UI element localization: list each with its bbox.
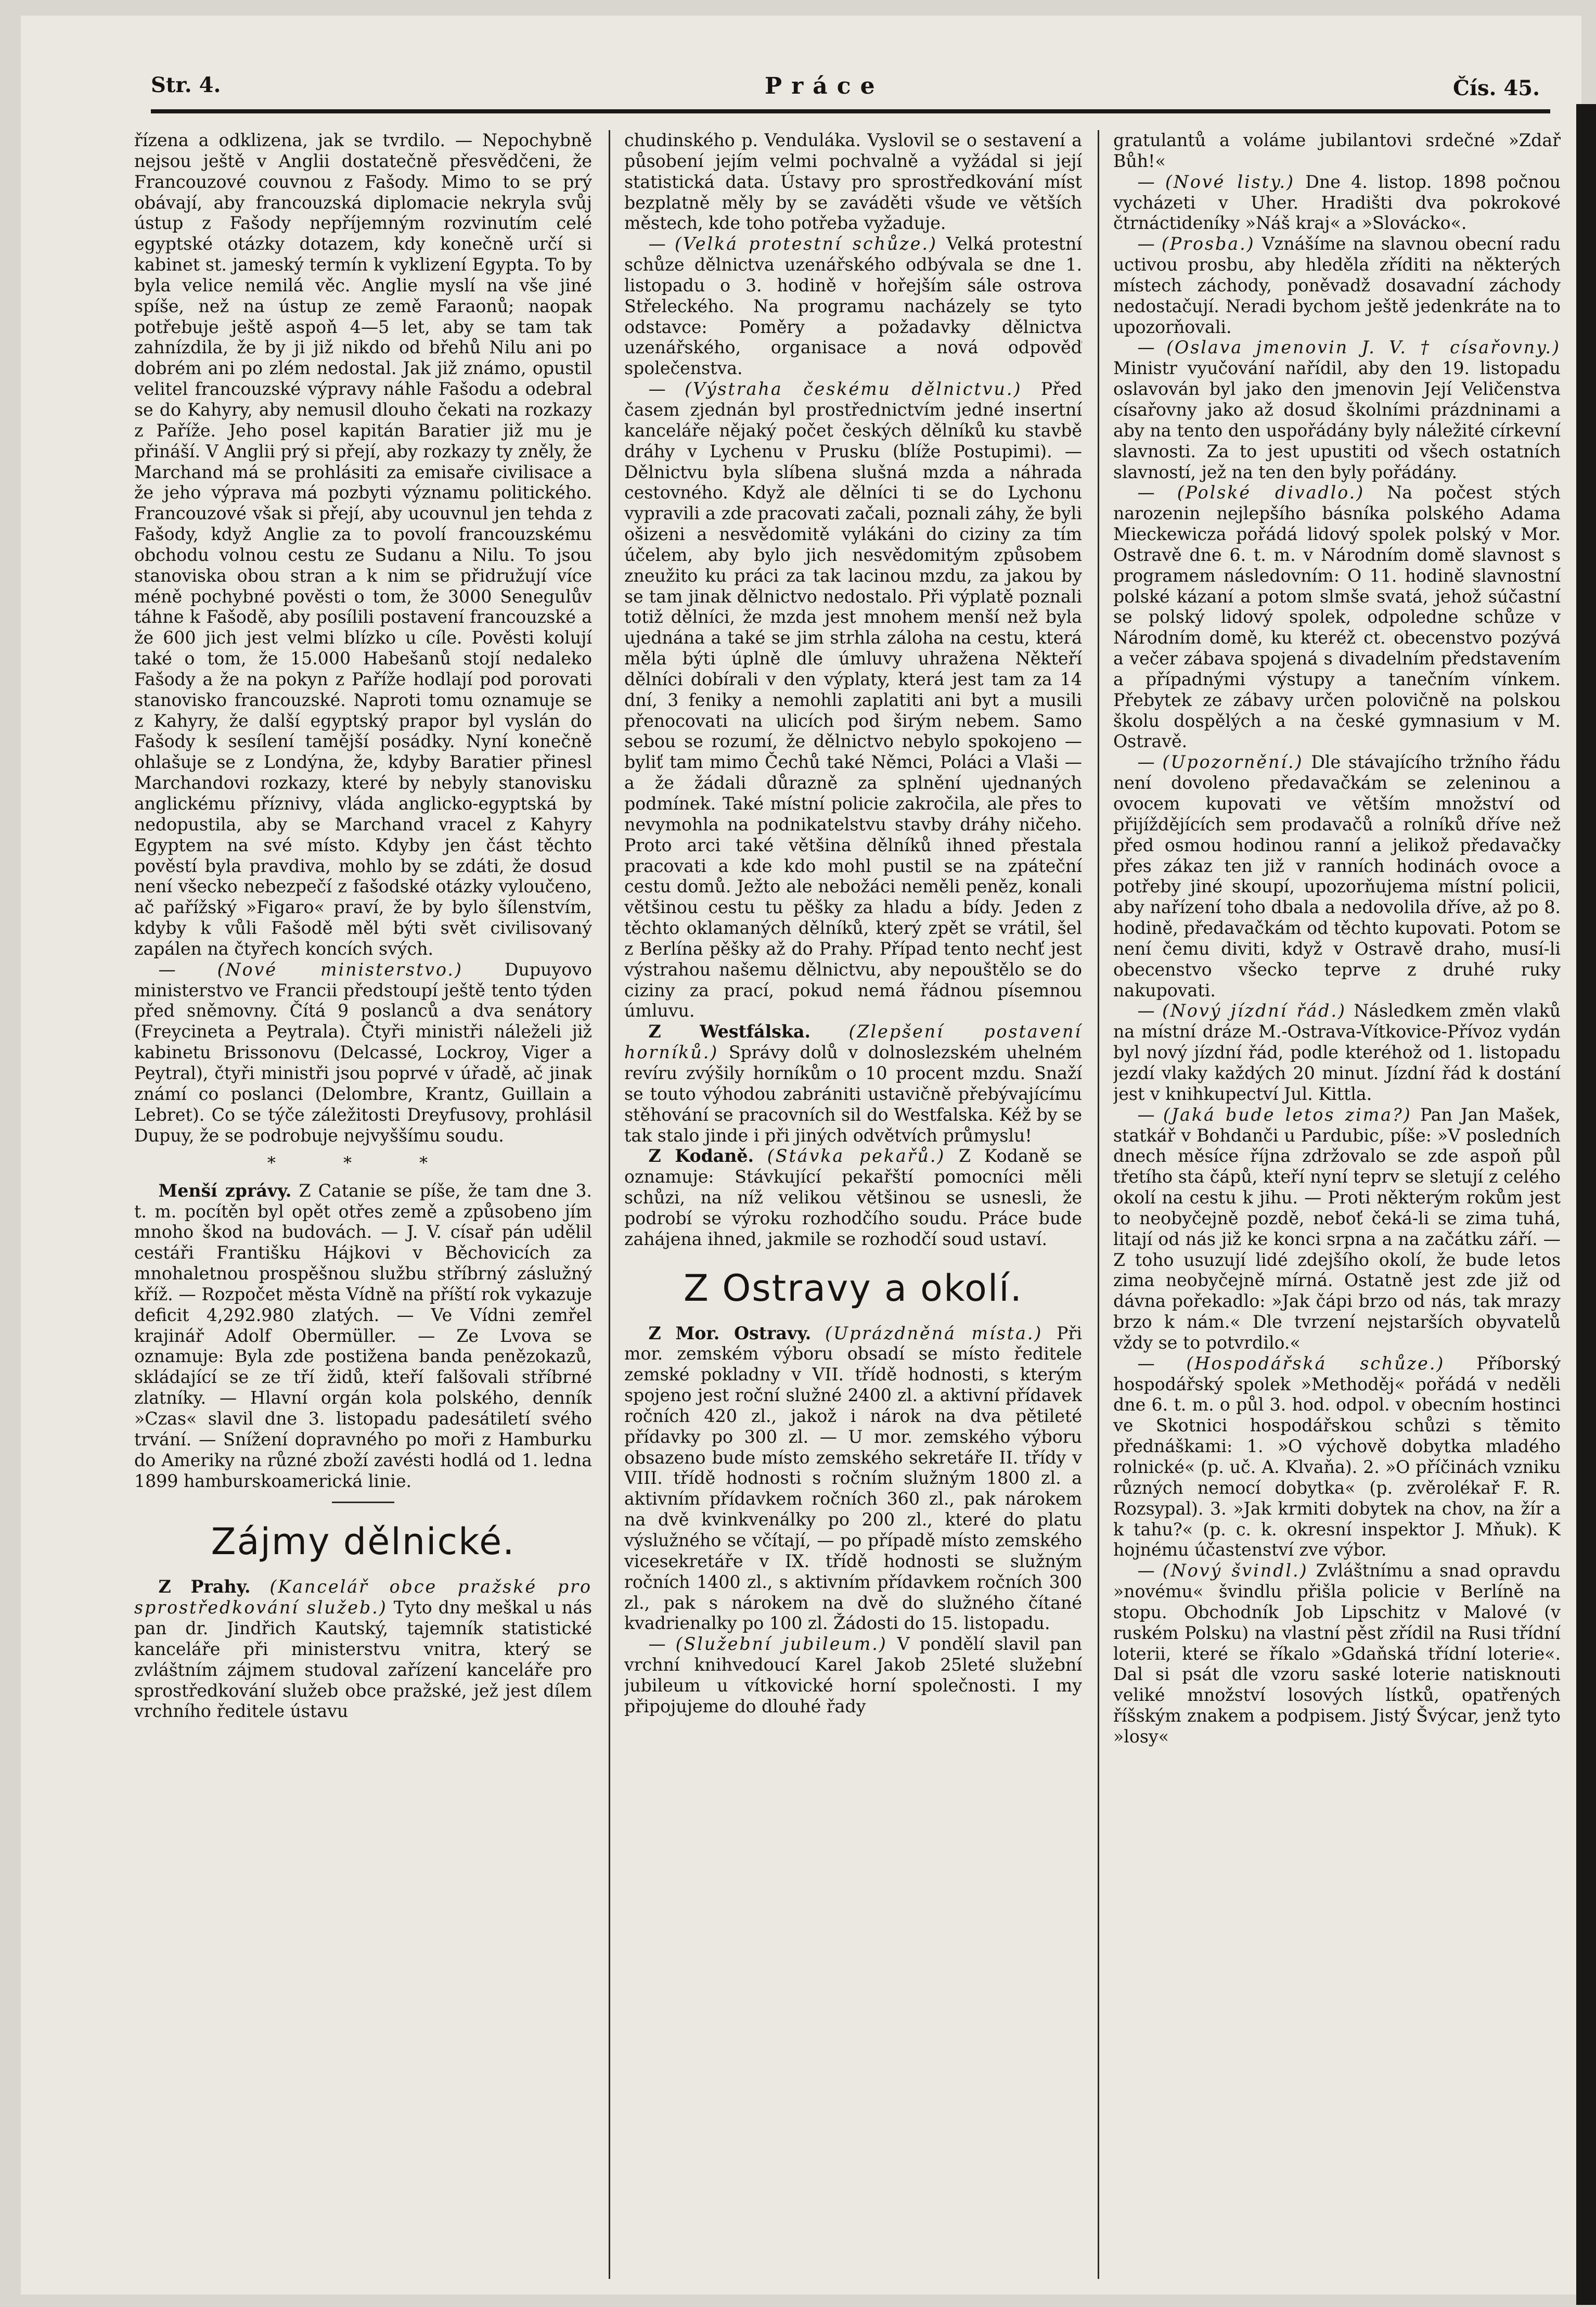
page-header bbox=[151, 73, 1550, 113]
article-heading: Menší zprávy. bbox=[158, 1180, 292, 1201]
article-heading: (Výstraha českému dělnictvu.) bbox=[685, 379, 1022, 400]
section-heading-ostrava: Z Ostravy a okolí. bbox=[684, 1266, 1023, 1310]
article-winter: — (Jaká bude letos zima?) Pan Jan Mašek, statkář v Bohdanči u Pardubic, píše: »V posledních dnech měsíce října zdržovalo se zde aspoň půl třetího sta čápů, kteří nyní teprv se sletují z celého okolí na cestu k jihu. — Proti některým rokům jest to neobyčejně pozdě, neboť čeká-li se zima tuhá, litají od nás již ke konci srpna a na začátku září. — Z toho usuzují lidé zdejšího okolí, že bude letos zima neobyčejně mírná. Ostatně jest zde již od dávna pořekadlo: »Jak čápi brzo od nás, tak mrazy brzo k nám.« Dle tvrzení nejstarších obyvatelů vždy se to potvrdilo.« bbox=[1113, 1104, 1561, 1353]
article-request: — (Prosba.) Vznášíme na slavnou obecní radu uctivou prosbu, aby hleděla zříditi na některých místech záchody, poněvadž dosavadní záchody nedostačují. Neradi bychom ještě jedenkráte na to upozorňovali. bbox=[1113, 234, 1561, 337]
article-body: Vznášíme na slavnou obecní radu uctivou prosbu, aby hleděla zříditi na některých místech záchody, poněvadž dosavadní záchody nedostačují. Neradi bychom ještě jedenkráte na to upozorňovali. bbox=[1113, 234, 1561, 337]
article-body: Velká protestní schůze dělnictva uzenářského odbývala se dne 1. listopadu o 3. hodině v hořejším sále ostrova Střeleckého. Na programu nacházely se tyto odstavce: Poměry a požadavky dělnictva uzenářského, organisace a nová odpověď společenstva. bbox=[624, 234, 1082, 379]
article-name-day: — (Oslava jmenovin J. V. † císařovny.) Ministr vyučování nařídil, aby den 19. listopadu oslavován byl jako den jmenovin Její Veličenstva císařovny jako až dosud školními prázdninami a aby na tento den uspořádány byly náležité církevní slavnosti. Za to jest upustiti od všech ostatních slavností, jež na ten den byly pořádány. bbox=[1113, 337, 1561, 482]
column-rule bbox=[609, 130, 610, 2279]
column-1 bbox=[134, 130, 592, 2279]
article-protest-meeting: — (Velká protestní schůze.) Velká protestní schůze dělnictva uzenářského odbývala se dne 1. listopadu o 3. hodině v hořejším sále ostrova Střeleckého. Na programu nacházely se tyto odstavce: Poměry a požadavky dělnictva uzenářského, organisace a nová odpověď společenstva. bbox=[624, 234, 1082, 379]
article-swindle: — (Nový švindl.) Zvláštnímu a snad opravdu »novému« švindlu přišla policie v Berlíně na stopu. Obchodník Job Lipschitz v Malové (v ruském Polsku) na vlastní pěst zřídil na Rusi třídní loterii, které se říkalo »Gdaňská třídní loterie«. Dal si psát dle vzoru saské loterie natisknouti veliké množství losových lístků, opatřených říšským znakem a podpisem. Jistý Švýcar, jenž tyto »losy« bbox=[1113, 1560, 1561, 1747]
article-timetable: — (Nový jízdní řád.) Následkem změn vlaků na místní dráze M.-Ostrava-Vítkovice-Přívoz vydán byl nový jízdní řád, podle kteréhož od 1. listopadu jezdí vlaky každých 20 minut. Jízdní řád k dostání jest v knihkupectví Jul. Kittla. bbox=[1113, 1001, 1561, 1104]
article-body: Dne 4. listop. 1898 počnou vycházeti v Uher. Hradišti dva pokrokové čtrnáctideníky »Náš kraj« a »Slovácko«. bbox=[1113, 171, 1561, 234]
article-jubilee-continued: gratulantů a voláme jubilantovi srdečné »Zdař Bůh!« bbox=[1113, 130, 1561, 171]
article-subheading: (Kancelář obce pražské pro sprostředkování služeb.) bbox=[134, 1577, 592, 1618]
article-body: Příborský hospodářský spolek »Methoděj« pořádá v neděli dne 6. t. m. o půl 3. hod. odpol. v obecním hostinci ve Skotnici hospodářskou schůzi s těmito přednáškami: 1. »O výchově dobytka mladého rolnické« (p. uč. A. Klvaňa). 2. »O příčinách vzniku různých nemocí dobytka« (p. zvěrolékař F. R. Rozsypal). 3. »Jak krmiti dobytek na chov, na žír a k tahu?« (p. c. k. okresní inspektor J. Mňuk). K hojnému účastenství zve výbor. bbox=[1113, 1353, 1561, 1560]
column-2 bbox=[624, 130, 1082, 2279]
article-body: Tyto dny meškal u nás pan dr. Jindřich Kautský, tajemník statistické kanceláře při ministerstvu vnitra, který se zvláštním zájmem studoval zařízení kanceláře pro sprostředkování služeb obce pražské, jež jest dílem vrchního ředitele ústavu bbox=[134, 1597, 592, 1722]
article-minor-news bbox=[134, 1181, 592, 1492]
article-heading: (Upozornění.) bbox=[1162, 752, 1304, 773]
article-notice: — (Upozornění.) Dle stávajícího tržního řádu není dovoleno předavačkám se zeleninou a ovocem kupovati ve větším množství od přijíždějících sem prodavačů a rolníků dříve než před osmou hodinou ranní a jelikož předavačky přes zákaz ten již v ranních hodinách ovoce a potřeby jiné skoupí, upozorňujema místní policii, aby nařízení toho dbala a nedovolila dříve, až po 8. hodině, předavačkám od těchto kupovati. Potom se není čemu diviti, když v Ostravě draho, musí-li obecenstvo všecko teprve z druhé ruky nakupovati. bbox=[1113, 752, 1561, 1001]
article-jubilee: — (Služební jubileum.) V pondělí slavil pan vrchní knihvedoucí Karel Jakob 25leté služební jubileum u vítkovické horní společnosti. I my připojujeme do dlouhé řady bbox=[624, 1634, 1082, 1716]
article-body: Dupuyovo ministerstvo ve Francii předstoupí ještě tento týden před sněmovny. Čítá 9 poslanců a dva senátory (Freycineta a Peytrala). Čtyři ministři náleželi již kabinetu Brissonovu (Delcassé, Lockroy, Viger a Peytral), čtyři ministři jsou poprvé v úřadě, ač jinak známí co poslanci (Delombre, Krantz, Guillain a Lebret). Co se týče záležitosti Dreyfusovy, prohlásil Dupuy, že se podrobuje nejvyššímu soudu. bbox=[134, 959, 592, 1146]
article-heading: (Jaká bude letos zima?) bbox=[1163, 1104, 1412, 1125]
article-body: Ministr vyučování nařídil, aby den 19. listopadu oslavován byl jako den jmenovin Její Veličenstva císařovny jako až dosud školními prázdninami a aby na tento den uspořádány byly náležité církevní slavnosti. Za to jest upustiti od všech ostatních slavností, jež na ten den byly pořádány. bbox=[1113, 358, 1561, 482]
article-body: Dle stávajícího tržního řádu není dovoleno předavačkám se zeleninou a ovocem kupovati ve větším množství od přijíždějících sem prodavačů a rolníků dříve než před osmou hodinou ranní a jelikož předavačky přes zákaz ten již v ranních hodinách ovoce a potřeby jiné skoupí, upozorňujema místní policii, aby nařízení toho dbala a nedovolila dříve, až po 8. hodině, předavačkám od těchto kupovati. Potom se není čemu diviti, když v Ostravě draho, musí-li obecenstvo všecko teprve z druhé ruky nakupovati. bbox=[1113, 752, 1561, 1001]
article-body: Správy dolů v dolnoslezském uhelném revíru zvýšily horníkům o 10 procent mzdu. Snaží se touto výhodou zabrániti ustavičně přebývajícímu stěhování se pracovních sil do Westfalska. Kéž by se tak stalo jinde i při jiných odvětvích průmyslu! bbox=[624, 1042, 1082, 1146]
article-body: Před časem zjednán byl prostřednictvím jedné insertní kanceláře nějaký počet českých dělníků ku stavbě dráhy v Lychenu v Prusku (blíže Postupimi). — Dělnictvu byla slíbena slušná mzda a náhrada cestovného. Když ale dělníci ti se do Lychonu vypravili a zde pracovati začali, poznali záhy, že byli ošizeni a nesvědomitě vylákáni do ciziny za tím účelem, aby bylo jich nesvědomitým způsobem zneužito ku práci za tak lacinou mzdu, za jakou by se tam jinak dělnictvo nedostalo. Při výplatě poznali totiž dělníci, že mzda jest mnohem menší než byla ujednána a také se jim strhla záloha na cestu, která měla býti úplně dle úmluvy uhražena Někteří dělníci dobírali v den výplaty, která jest tam za 14 dní, 3 feniky a nemohli zaplatiti ani byt a musili přenocovati na ulicích pod širým nebem. Samo sebou se rozumí, že dělnictvo nebylo spokojeno — byliť tam mimo Čechů také Němci, Poláci a Vlaši — a že žádali důrazně za splnění ujednaných podmínek. Také místní policie zakročila, ale přes to nevymohla na podnikatelstvu stavby dráhy ničeho. Proto arci také většina dělníků ihned přestala pracovati a kde kdo mohl pustil se na zpáteční cestu domů. Ježto ale nebožáci neměli peněz, konali většinou cestu tu pěšky za hladu a bídy. Jeden z těchto oklamaných dělníků, který zpět se vrátil, šel z Berlína pěšky až do Prahy. Případ tento nechť jest výstrahou našemu dělnictvu, aby nepouštělo se do ciziny za prací, pokud nemá řádnou písemnou úmluvu. bbox=[624, 379, 1082, 1021]
article-heading: Z Kodaně. bbox=[648, 1146, 754, 1167]
article-polish-theatre: — (Polské divadlo.) Na počest stých narozenin nejlepšího básníka polského Adama Mieckewicza pořádá lidový spolek polský v Mor. Ostravě dne 6. t. m. v Národním domě slavnost s programem následovním: O 11. hodině slavnostní polské kázaní a potom slmše svatá, jehož súčastní se polský lidový spolek, odpoledne schůze v Národním domě, ku kteréž ct. obecenstvo pozývá a večer zábava spojená s divadelním představením a případnými výstupy a tanečním vínkem. Přebytek ze zábavy určen polovičně na polskou školu dospělých a na české gymnasium v M. Ostravě. bbox=[1113, 482, 1561, 752]
column-rule bbox=[1098, 130, 1099, 2279]
issue-number: Čís. 45. bbox=[1453, 76, 1540, 100]
article-heading: (Služební jubileum.) bbox=[675, 1634, 887, 1655]
page-number: Str. 4. bbox=[151, 73, 221, 97]
article-body: Z Kodaně se oznamuje: Stávkující pekařští pomocníci měli schůzi, na níž velikou většinou se usnesli, že podrobí se výroku rozhodčího soudu. Práce bude zahájena ihned, jakmile se rozhodčí soud ustaví. bbox=[624, 1146, 1082, 1249]
article-body: Pan Jan Mašek, statkář v Bohdanči u Pardubic, píše: »V posledních dnech měsíce října zdržovalo se zde aspoň půl třetího sta čápů, kteří nyní teprv se sletují z celého okolí na cestu k jihu. — Proti některým rokům jest to neobyčejně pozdě, neboť čeká-li se zima tuhá, litají od nás již ke konci srpna a na začátku září. — Z toho usuzují lidé zdejšího okolí, že bude letos zima neobyčejně mírná. Ostatně jest zde již od dávna pořekadlo: »Jak čápi brzo od nás, tak mrazy brzo k nám.« Dle tvrzení nejstarších obyvatelů vždy se to potvrdilo.« bbox=[1113, 1104, 1561, 1353]
section-heading-labor: Zájmy dělnické. bbox=[211, 1520, 516, 1563]
article-heading: (Velká protestní schůze.) bbox=[674, 234, 937, 254]
article-subheading: (Uprázdněná místa.) bbox=[825, 1323, 1043, 1343]
article-heading: (Nový jízdní řád.) bbox=[1162, 1001, 1346, 1021]
divider bbox=[332, 1502, 394, 1503]
article-warning: — (Výstraha českému dělnictvu.) Před časem zjednán byl prostřednictvím jedné insertní kanceláře nějaký počet českých dělníků ku stavbě dráhy v Lychenu v Prusku (blíže Postupimi). — Dělnictvu byla slíbena slušná mzda a náhrada cestovného. Když ale dělníci ti se do Lychonu vypravili a zde pracovati začali, poznali záhy, že byli ošizeni a nesvědomitě vylákáni do ciziny za tím účelem, aby bylo jich nesvědomitým způsobem zneužito ku práci za tak lacinou mzdu, za jakou by se tam jinak dělnictvo nedostalo. Při výplatě poznali totiž dělníci, že mzda jest mnohem menší než byla ujednána a také se jim strhla záloha na cestu, která měla býti úplně dle úmluvy uhražena Někteří dělníci dobírali v den výplaty, která jest tam za 14 dní, 3 feniky a nemohli zaplatiti ani byt a musili přenocovati na ulicích pod širým nebem. Samo sebou se rozumí, že dělnictvo nebylo spokojeno — byliť tam mimo Čechů také Němci, Poláci a Vlaši — a že žádali důrazně za splnění ujednaných podmínek. Také místní policie zakročila, ale přes to nevymohla na podnikatelstvu stavby dráhy ničeho. Proto arci také většina dělníků ihned přestala pracovati a kde kdo mohl pustil se na zpáteční cestu domů. Ježto ale nebožáci neměli peněz, konali většinou cestu tu pěšky za hladu a bídy. Jeden z těchto oklamaných dělníků, který zpět se vrátil, šel z Berlína pěšky až do Prahy. Případ tento nechť jest výstrahou našemu dělnictvu, aby nepouštělo se do ciziny za prací, pokud nemá řádnou písemnou úmluvu. bbox=[624, 379, 1082, 1021]
article-vacancies bbox=[624, 1323, 1082, 1634]
article-prague bbox=[134, 1577, 592, 1722]
article-body: V pondělí slavil pan vrchní knihvedoucí Karel Jakob 25leté služební jubileum u vítkovické horní společnosti. I my připojujeme do dlouhé řady bbox=[624, 1634, 1082, 1716]
page-edge-shadow bbox=[1576, 104, 1596, 2305]
article-heading: (Hospodářská schůze.) bbox=[1186, 1353, 1445, 1374]
article-heading: (Prosba.) bbox=[1161, 234, 1255, 254]
article-heading: (Nové listy.) bbox=[1165, 171, 1295, 192]
article-heading: Z Prahy. bbox=[158, 1577, 251, 1597]
separator-stars: * * * bbox=[267, 1153, 459, 1173]
column-3 bbox=[1113, 130, 1561, 2279]
article-heading: (Polské divadlo.) bbox=[1177, 482, 1365, 503]
article-body: Z Catanie se píše, že tam dne 3. t. m. pocítěn byl opět otřes země a způsobeno jím mnoho škod na budovách. — J. V. císař pán udělil cestáři Františku Hájkovi v Běchovicích za mnohaletnou prospěšnou službu stříbrný záslužný kříž. — Rozpočet města Vídně na příští rok vykazuje deficit 4,292.980 zlatých. — Ve Vídni zemřel krajinář Adolf Obermüller. — Ze Lvova se oznamuje: Byla zde postižena banda penězokazů, skládající se ze tří židů, kteří falšovali stříbrné zlatníky. — Hlavní orgán kola polského, denník »Czas« slavil dne 3. listopadu padesátiletí svého trvání. — Snížení dopravného po moři z Hamburku do Ameriky na různé zboží zavésti hodlá od 1. ledna 1899 hamburskoamerická linie. bbox=[134, 1180, 592, 1491]
article-new-papers: — (Nové listy.) Dne 4. listop. 1898 počnou vycházeti v Uher. Hradišti dva pokrokové čtrnáctideníky »Náš kraj« a »Slovácko«. bbox=[1113, 171, 1561, 234]
article-fasoda: řízena a odklizena, jak se tvrdilo. — Nepochybně nejsou ještě v Anglii dostatečně přesvědčeni, že Francouzové couvnou z Fašody. Mimo to se prý obávají, aby francouzská diplomacie nekryla svůj ústup z Fašody nepříjemným rozvinutím celé egyptské otázky dotazem, kdy konečně určí si kabinet st. jameský termín k vyklizení Egypta. To by byla velice nemilá věc. Anglie myslí na vše jiné spíše, než na ústup ze země Faraonů; naopak potřebuje ještě aspoň 4—5 let, aby se tam tak zahnízdila, že by ji již nikdo od břehů Nilu ani po dobrém ani po zlém nedostal. Jak již známo, opustil velitel francouzské výpravy náhle Fašodu a odebral se do Kahyry, aby nemusil dlouho čekati na rozkazy z Paříže. Jeho posel kapitán Baratier již mu je přináší. V Anglii prý si přejí, aby rozkazy ty zněly, že Marchand má se prohlásiti za emisaře civilisace a že jeho výprava má pozbyti významu politického. Francouzové však si přejí, aby ucouvnul jen tehda z Fašody, když Anglie za to povolí francouzskému obchodu volnou cestu ze Sudanu a Nilu. To jsou stanoviska obou stran a k nim se přidružují více méně pochybné pověsti o tom, že 3000 Senegulův táhne k Fašodě, aby posílili postavení francouzské a že 600 jich jest velmi blízko u cíle. Pověsti kolují také o tom, že 15.000 Habešanů stojí nedaleko Fašody a že na pokyn z Paříže hodlají pod porovati stanovisko francouzské. Naproti tomu oznamuje se z Kahyry, že další egyptský prapor byl vyslán do Fašody k sesílení tamější posádky. Nyní konečně ohlašuje se z Londýna, že, kdyby Baratier přinesl Marchandovi rozkazy, které by nebyly stanovisku anglickému příznivy, vláda anglicko-egyptská by nedopustila, aby se Marchand vracel z Kahyry Egyptem na své místo. Kdyby jen část těchto pověstí byla pravdiva, mohlo by se zdáti, že dosud není všecko nebezpečí z fašodské otázky vyloučeno, ač pařížský »Figaro« praví, že by bylo šílenstvím, kdyby k vůli Fašodě měl býti svět civilisovaný zapálen na čtyřech koncích svých. bbox=[134, 130, 592, 959]
article-body: Při mor. zemském výboru obsadí se místo ředitele zemské pokladny v VII. třídě hodnosti, s kterým spojeno jest roční služné 2400 zl. a aktivní přídavek ročních 420 zl., jakož i nárok na dva pětileté přídavky po 300 zl. — U mor. zemského výboru obsazeno bude místo zemského sekretáře II. třídy v VIII. třídě hodnosti s ročním služným 1800 zl. a aktivním přídavkem ročních 360 zl., pak nárokem na dvě kvinkvenálky po 200 zl., které do platu výslužného se včítají, — po případě místo zemského vicesekretáře v IX. třídě hodnosti se služným ročních 1400 zl., s aktivním přídavkem ročních 300 zl., pak s nárokem na dvě do služného čítané kvadrienalky po 100 zl. Žádosti do 15. listopadu. bbox=[624, 1323, 1082, 1634]
article-heading: (Nový švindl.) bbox=[1162, 1560, 1308, 1581]
article-heading: (Nové ministerstvo.) bbox=[217, 959, 463, 980]
article-subheading: (Zlepšení postavení horníků.) bbox=[624, 1021, 1082, 1063]
article-heading: Z Mor. Ostravy. bbox=[648, 1323, 812, 1343]
article-heading: Z Westfálska. bbox=[648, 1021, 811, 1042]
article-new-ministry: — (Nové ministerstvo.) Dupuyovo ministerstvo ve Francii předstoupí ještě tento týden před sněmovny. Čítá 9 poslanců a dva senátory (Freycineta a Peytrala). Čtyři ministři náleželi již kabinetu Brissonovu (Delcassé, Lockroy, Viger a Peytral), čtyři ministři jsou poprvé v úřadě, ač jinak známí co poslanci (Delombre, Krantz, Guillain a Lebret). Co se týče záležitosti Dreyfusovy, prohlásil Dupuy, že se podrobuje nejvyššímu soudu. bbox=[134, 959, 592, 1146]
newspaper-title: Práce bbox=[765, 73, 884, 99]
article-heading: (Oslava jmenovin J. V. † císařovny.) bbox=[1166, 337, 1561, 358]
article-copenhagen bbox=[624, 1146, 1082, 1249]
article-body: Na počest stých narozenin nejlepšího básníka polského Adama Mieckewicza pořádá lidový spolek polský v Mor. Ostravě dne 6. t. m. v Národním domě slavnost s programem následovním: O 11. hodině slavnostní polské kázaní a potom slmše svatá, jehož súčastní se polský lidový spolek, odpoledne schůze v Národním domě, ku kteréž ct. obecenstvo pozývá a večer zábava spojená s divadelním představením a případnými výstupy a tanečním vínkem. Přebytek ze zábavy určen polovičně na polskou školu dospělých a na české gymnasium v M. Ostravě. bbox=[1113, 482, 1561, 752]
article-westphalia bbox=[624, 1021, 1082, 1146]
article-body: Zvláštnímu a snad opravdu »novému« švindlu přišla policie v Berlíně na stopu. Obchodník Job Lipschitz v Malové (v ruském Polsku) na vlastní pěst zřídil na Rusi třídní loterii, které se říkalo »Gdaňská třídní loterie«. Dal si psát dle vzoru saské loterie natisknouti veliké množství losových lístků, opatřených říšským znakem a podpisem. Jistý Švýcar, jenž tyto »losy« bbox=[1113, 1560, 1561, 1747]
article-subheading: (Stávka pekařů.) bbox=[767, 1146, 946, 1167]
article-body: Následkem změn vlaků na místní dráze M.-Ostrava-Vítkovice-Přívoz vydán byl nový jízdní řád, podle kteréhož od 1. listopadu jezdí vlaky každých 20 minut. Jízdní řád k dostání jest v knihkupectví Jul. Kittla. bbox=[1113, 1001, 1561, 1104]
article-prague-continued: chudinského p. Venduláka. Vyslovil se o sestavení a působení jejím velmi pochvalně a vyžádal si její statistická data. Ústavy pro sprostředkování míst bezplatně měly by se zaváděti všude ve větších městech, kde toho potřeba vyžaduje. bbox=[624, 130, 1082, 234]
article-farm-meeting: — (Hospodářská schůze.) Příborský hospodářský spolek »Methoděj« pořádá v neděli dne 6. t. m. o půl 3. hod. odpol. v obecním hostinci ve Skotnici hospodářskou schůzi s těmito přednáškami: 1. »O výchově dobytka mladého rolnické« (p. uč. A. Klvaňa). 2. »O příčinách vzniku různých nemocí dobytka« (p. zvěrolékař F. R. Rozsypal). 3. »Jak krmiti dobytek na chov, na žír a k tahu?« (p. c. k. okresní inspektor J. Mňuk). K hojnému účastenství zve výbor. bbox=[1113, 1353, 1561, 1560]
